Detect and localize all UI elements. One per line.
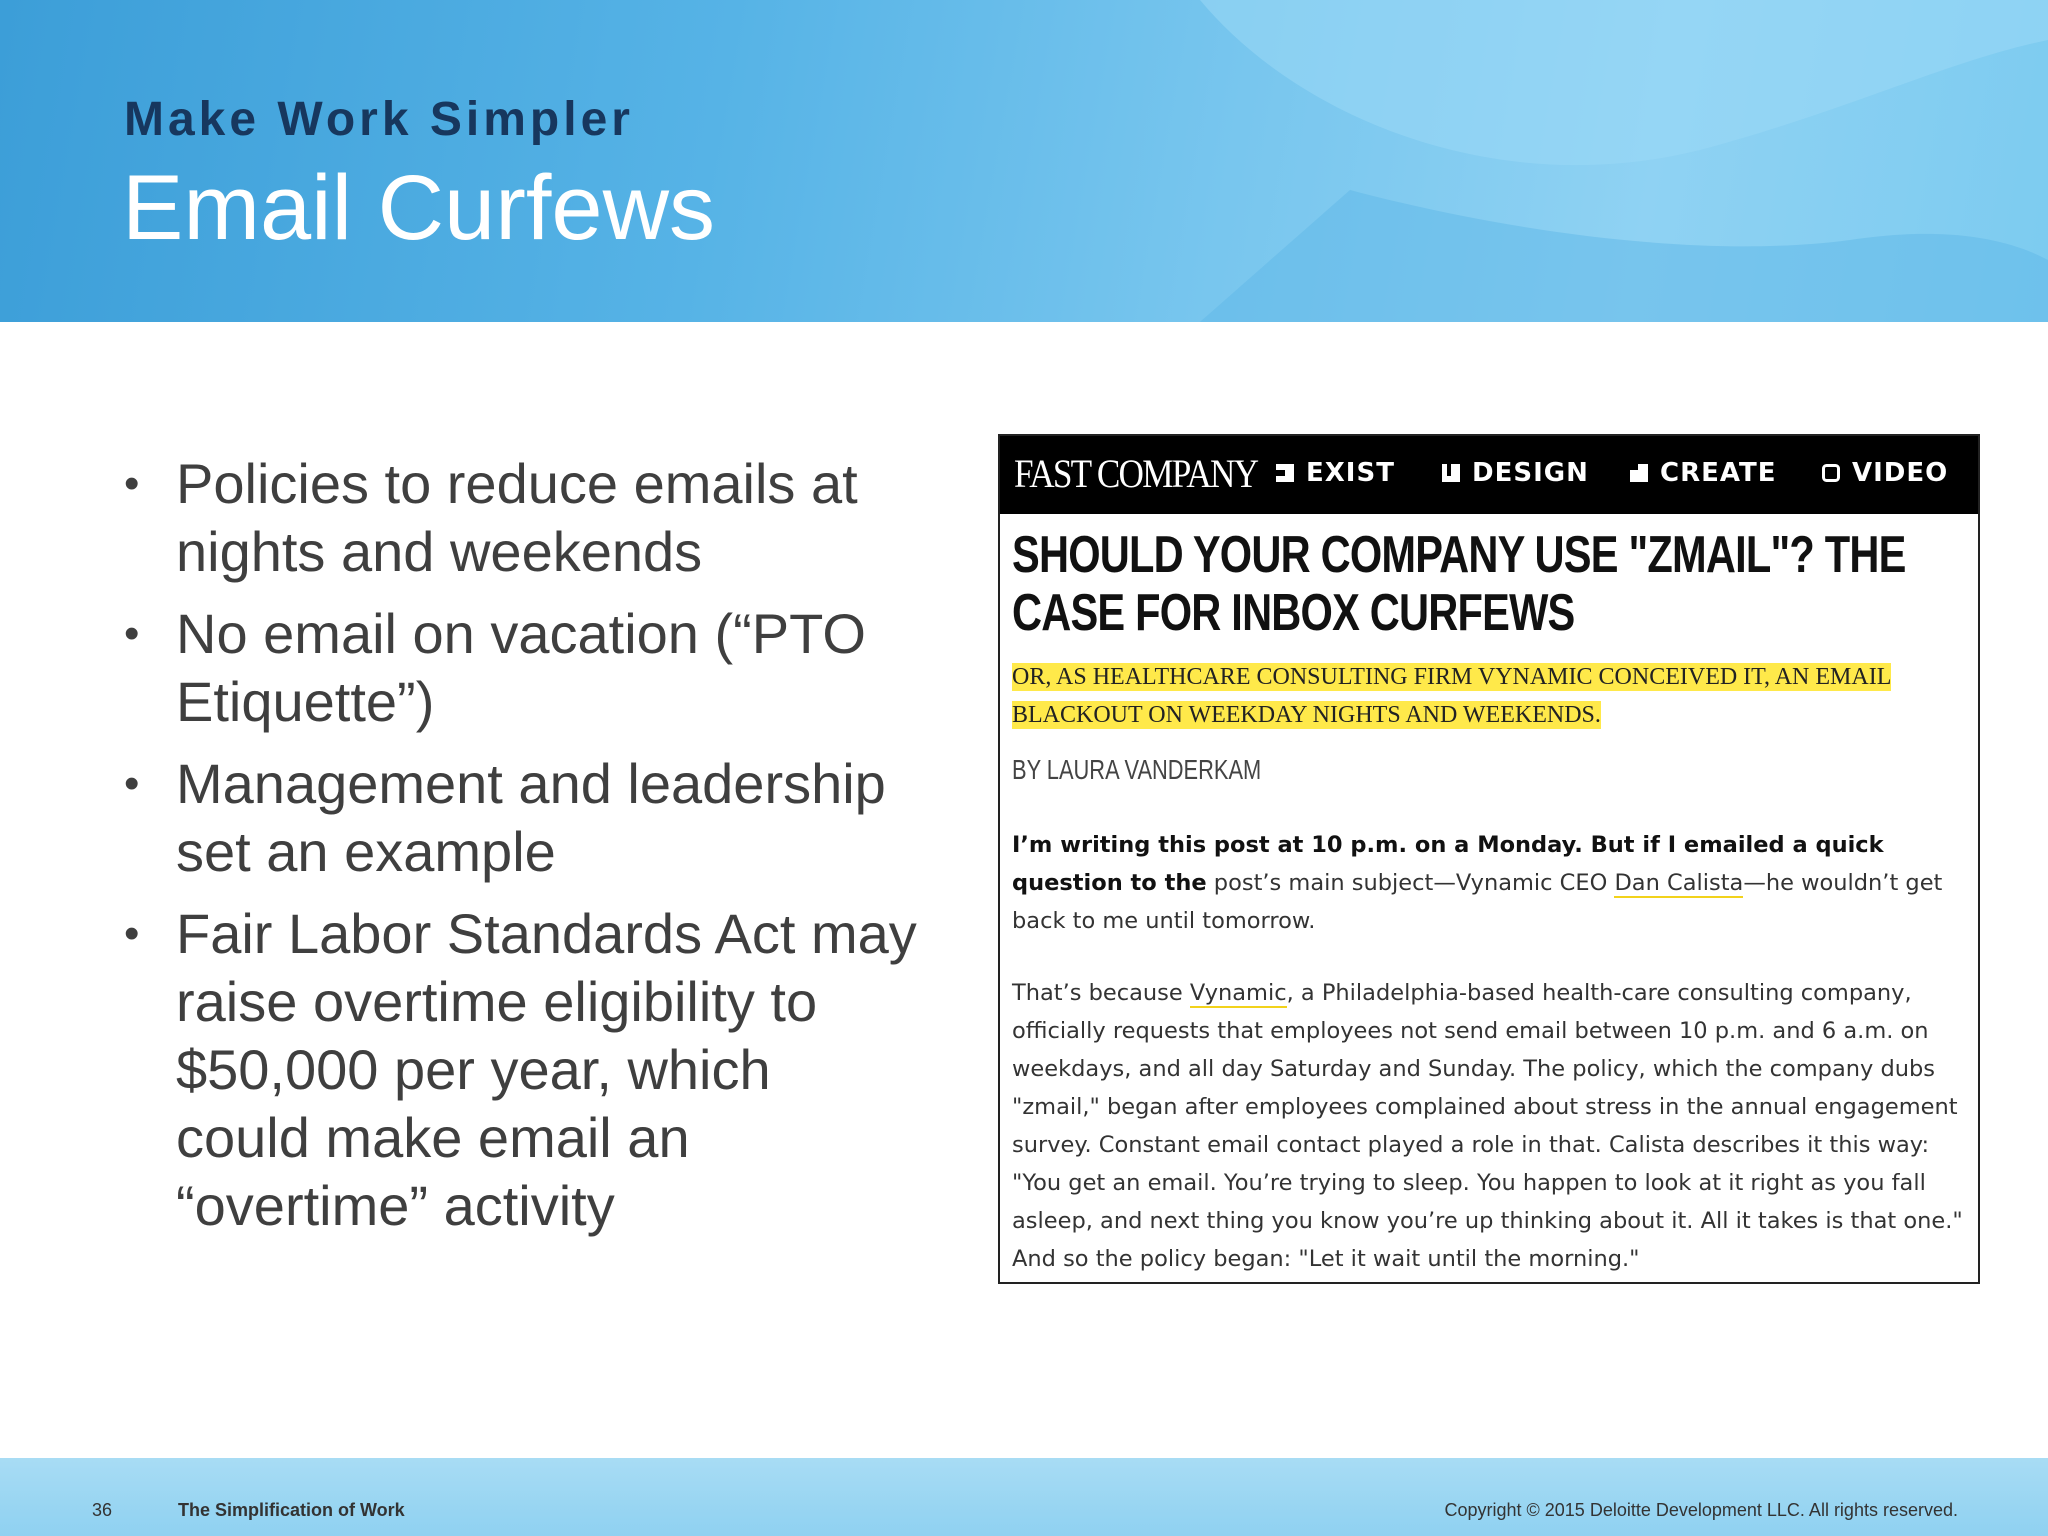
bullet-item: • Fair Labor Standards Act may raise overtime eligibility to $50,000 per year, which could make email an “overtime” activity	[124, 902, 917, 1237]
bullet-marker: •	[124, 759, 140, 808]
header-banner	[0, 0, 2048, 322]
article-paragraph-2: That’s because Vynamic, a Philadelphia-based health-care consulting company, officially requests that employees not send email between 10 p.m. and 6 a.m. on weekdays, and all day Saturday and Sunday. The policy, which the company dubs "zmail," began after employees complained about stress in the annual engagement survey. Constant email contact played a role in that. Calista describes it this way: "You get an email. You’re trying to sleep. You happen to look at it right as you fall asleep, and next thing you know you’re up thinking about it. All it takes is that one." And so the policy began: "Let it wait until the morning."	[1012, 980, 1963, 1272]
article-paragraph-1: I’m writing this post at 10 p.m. on a Monday. But if I emailed a quick question to the post’s main subject—Vynamic CEO Dan Calista—he wouldn’t get back to me until tomorrow.	[1012, 832, 1943, 934]
slide-footer	[0, 1458, 2048, 1536]
nav-item-design[interactable]: DESIGN	[1442, 458, 1589, 488]
exist-icon	[1276, 464, 1294, 482]
nav-item-video[interactable]: VIDEO	[1822, 458, 1948, 488]
nav-item-create[interactable]: CREATE	[1630, 458, 1776, 488]
video-icon	[1822, 464, 1840, 482]
bullet-marker: •	[124, 459, 140, 508]
bullet-list	[120, 450, 920, 1254]
bullet-item: • Policies to reduce emails at nights and weekends	[124, 452, 858, 583]
copyright-notice: Copyright © 2015 Deloitte Development LLC. All rights reserved.	[1444, 1500, 1958, 1520]
link-vynamic[interactable]: Vynamic	[1189, 980, 1287, 1006]
bullet-item: • Management and leadership set an example	[124, 752, 886, 883]
link-dan-calista[interactable]: Dan Calista	[1614, 870, 1744, 896]
article-dek	[1012, 658, 1972, 734]
fast-company-logo: FAST COMPANY	[1014, 451, 1258, 496]
document-title: The Simplification of Work	[178, 1500, 405, 1520]
design-icon	[1442, 464, 1460, 482]
article-byline: BY LAURA VANDERKAM	[1012, 754, 1262, 785]
article-headline: SHOULD YOUR COMPANY USE "ZMAIL"? THE CASE FOR INBOX CURFEWS	[1012, 526, 1906, 642]
create-icon	[1630, 464, 1648, 482]
nav-item-exist[interactable]: EXIST	[1276, 458, 1395, 488]
dek-highlight: OR, AS HEALTHCARE CONSULTING FIRM VYNAMIC CONCEIVED IT, AN EMAIL BLACKOUT ON WEEKDAY NIGHTS AND WEEKENDS.	[1012, 664, 1892, 728]
bullet-marker: •	[124, 909, 140, 958]
paragraph-lead: I’m writing this post at 10 p.m. on a Monday. But if I emailed a quick question to the	[1012, 832, 1884, 896]
slide-title: Email Curfews	[122, 157, 716, 259]
bullet-item: • No email on vacation (“PTO Etiquette”)	[124, 602, 866, 733]
article-navbar	[1000, 436, 1978, 514]
slide-kicker: Make Work Simpler	[124, 93, 634, 146]
page-number: 36	[92, 1500, 113, 1520]
article-screenshot	[998, 434, 1980, 1284]
bullet-marker: •	[124, 609, 140, 658]
